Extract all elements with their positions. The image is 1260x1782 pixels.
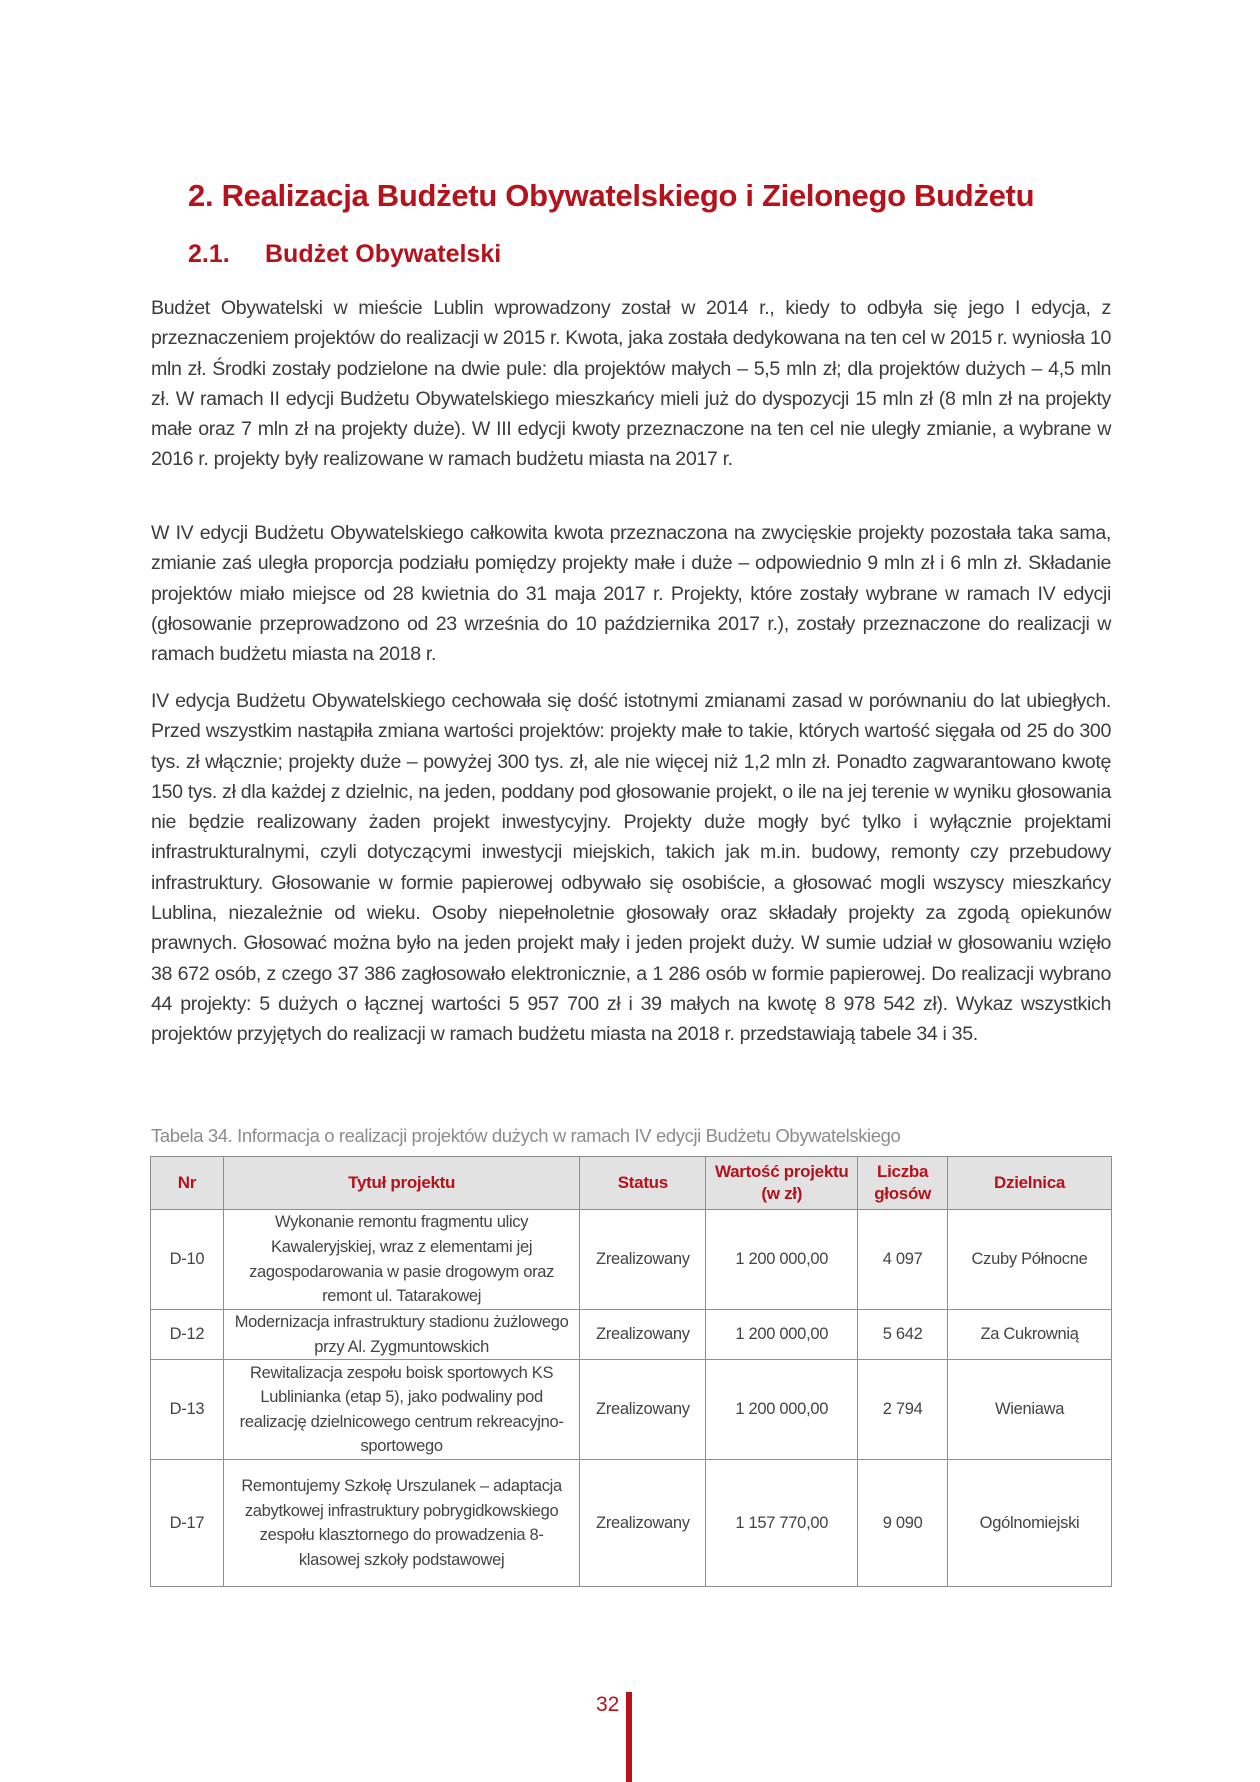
header-title: Tytuł projektu xyxy=(223,1157,579,1210)
cell-district: Ogólnomiejski xyxy=(948,1460,1112,1587)
cell-value: 1 200 000,00 xyxy=(706,1360,858,1460)
header-value: Wartość projektu (w zł) xyxy=(706,1157,858,1210)
cell-votes: 2 794 xyxy=(858,1360,948,1460)
cell-title: Remontujemy Szkołę Urszulanek – adaptacja zabytkowej infrastruktury pobrygidkowskiego zespołu klasztornego do prowadzenia 8-klasowej szkoły podstawowej xyxy=(223,1460,579,1587)
section-title: Budżet Obywatelski xyxy=(265,240,502,268)
cell-votes: 9 090 xyxy=(858,1460,948,1587)
table-row xyxy=(151,1210,1112,1310)
table-header-row xyxy=(151,1157,1112,1210)
table-caption: Tabela 34. Informacja o realizacji projektów dużych w ramach IV edycji Budżetu Obywatelskiego xyxy=(151,1125,901,1146)
cell-district: Za Cukrownią xyxy=(948,1310,1112,1360)
cell-district: Czuby Północne xyxy=(948,1210,1112,1310)
cell-value: 1 200 000,00 xyxy=(706,1310,858,1360)
section-heading xyxy=(188,240,501,269)
cell-status: Zrealizowany xyxy=(580,1210,706,1310)
cell-status: Zrealizowany xyxy=(580,1460,706,1587)
paragraph-3: IV edycja Budżetu Obywatelskiego cechowała się dość istotnymi zmianami zasad w porównaniu do lat ubiegłych. Przed wszystkim nastąpiła zmiana wartości projektów: projekty małe to takie, których wartość sięgała od 25 do 300 tys. zł włącznie; projekty duże – powyżej 300 tys. zł, ale nie więcej niż 1,2 mln zł. Ponadto zagwarantowano kwotę 150 tys. zł dla każdej z dzielnic, na jeden, poddany pod głosowanie projekt, o ile na jej terenie w wyniku głosowania nie będzie realizowany żaden projekt inwestycyjny. Projekty duże mogły być tylko i wyłącznie projektami infrastrukturalnymi, czyli dotyczącymi inwestycji miejskich, takich jak m.in. budowy, remonty czy przebudowy infrastruktury. Głosowanie w formie papierowej odbywało się osobiście, a głosować mogli wszyscy mieszkańcy Lublina, niezależnie od wieku. Osoby niepełnoletnie głosowały oraz składały projekty za zgodą opiekunów prawnych. Głosować można było na jeden projekt mały i jeden projekt duży. W sumie udział w głosowaniu wzięło 38 672 osób, z czego 37 386 zagłosowało elektronicznie, a 1 286 osób w formie papierowej. Do realizacji wybrano 44 projekty: 5 dużych o łącznej wartości 5 957 700 zł i 39 małych na kwotę 8 978 542 zł). Wykaz wszystkich projektów przyjętych do realizacji w ramach budżetu miasta na 2018 r. przedstawiają tabele 34 i 35. xyxy=(151,690,1111,1046)
cell-title: Wykonanie remontu fragmentu ulicy Kawaleryjskiej, wraz z elementami jej zagospodarowania w pasie drogowym oraz remont ul. Tatarakowej xyxy=(223,1210,579,1310)
cell-nr: D-12 xyxy=(151,1310,224,1360)
cell-nr: D-13 xyxy=(151,1360,224,1460)
table-row xyxy=(151,1460,1112,1587)
cell-title: Rewitalizacja zespołu boisk sportowych KS Lublinianka (etap 5), jako podwaliny pod realizację dzielnicowego centrum rekreacyjno-sportowego xyxy=(223,1360,579,1460)
cell-status: Zrealizowany xyxy=(580,1310,706,1360)
cell-nr: D-17 xyxy=(151,1460,224,1587)
header-nr: Nr xyxy=(151,1157,224,1210)
section-number: 2.1. xyxy=(188,240,230,268)
projects-table xyxy=(150,1156,1112,1587)
cell-nr: D-10 xyxy=(151,1210,224,1310)
paragraph-2: W IV edycji Budżetu Obywatelskiego całkowita kwota przeznaczona na zwycięskie projekty pozostała taka sama, zmianie zaś uległa proporcja podziału pomiędzy projekty małe i duże – odpowiednio 9 mln zł i 6 mln zł. Składanie projektów miało miejsce od 28 kwietnia do 31 maja 2017 r. Projekty, które zostały wybrane w ramach IV edycji (głosowanie przeprowadzono od 23 września do 10 października 2017 r.), zostały przeznaczone do realizacji w ramach budżetu miasta na 2018 r. xyxy=(151,522,1111,666)
page-accent-bar xyxy=(626,1692,632,1782)
header-votes: Liczba głosów xyxy=(858,1157,948,1210)
cell-votes: 4 097 xyxy=(858,1210,948,1310)
cell-votes: 5 642 xyxy=(858,1310,948,1360)
table-row xyxy=(151,1360,1112,1460)
paragraph-1: Budżet Obywatelski w mieście Lublin wprowadzony został w 2014 r., kiedy to odbyła się jego I edycja, z przeznaczeniem projektów do realizacji w 2015 r. Kwota, jaka została dedykowana na ten cel w 2015 r. wyniosła 10 mln zł. Środki zostały podzielone na dwie pule: dla projektów małych – 5,5 mln zł; dla projektów dużych – 4,5 mln zł. W ramach II edycji Budżetu Obywatelskiego mieszkańcy mieli już do dyspozycji 15 mln zł (8 mln zł na projekty małe oraz 7 mln zł na projekty duże). W III edycji kwoty przeznaczone na ten cel nie uległy zmianie, a wybrane w 2016 r. projekty były realizowane w ramach budżetu miasta na 2017 r. xyxy=(151,297,1111,471)
cell-value: 1 200 000,00 xyxy=(706,1210,858,1310)
cell-status: Zrealizowany xyxy=(580,1360,706,1460)
cell-district: Wieniawa xyxy=(948,1360,1112,1460)
table-row xyxy=(151,1310,1112,1360)
cell-title: Modernizacja infrastruktury stadionu żużlowego przy Al. Zygmuntowskich xyxy=(223,1310,579,1360)
page-number: 32 xyxy=(596,1693,620,1716)
header-status: Status xyxy=(580,1157,706,1210)
chapter-heading: 2. Realizacja Budżetu Obywatelskiego i Zielonego Budżetu xyxy=(188,178,1035,213)
cell-value: 1 157 770,00 xyxy=(706,1460,858,1587)
header-district: Dzielnica xyxy=(948,1157,1112,1210)
